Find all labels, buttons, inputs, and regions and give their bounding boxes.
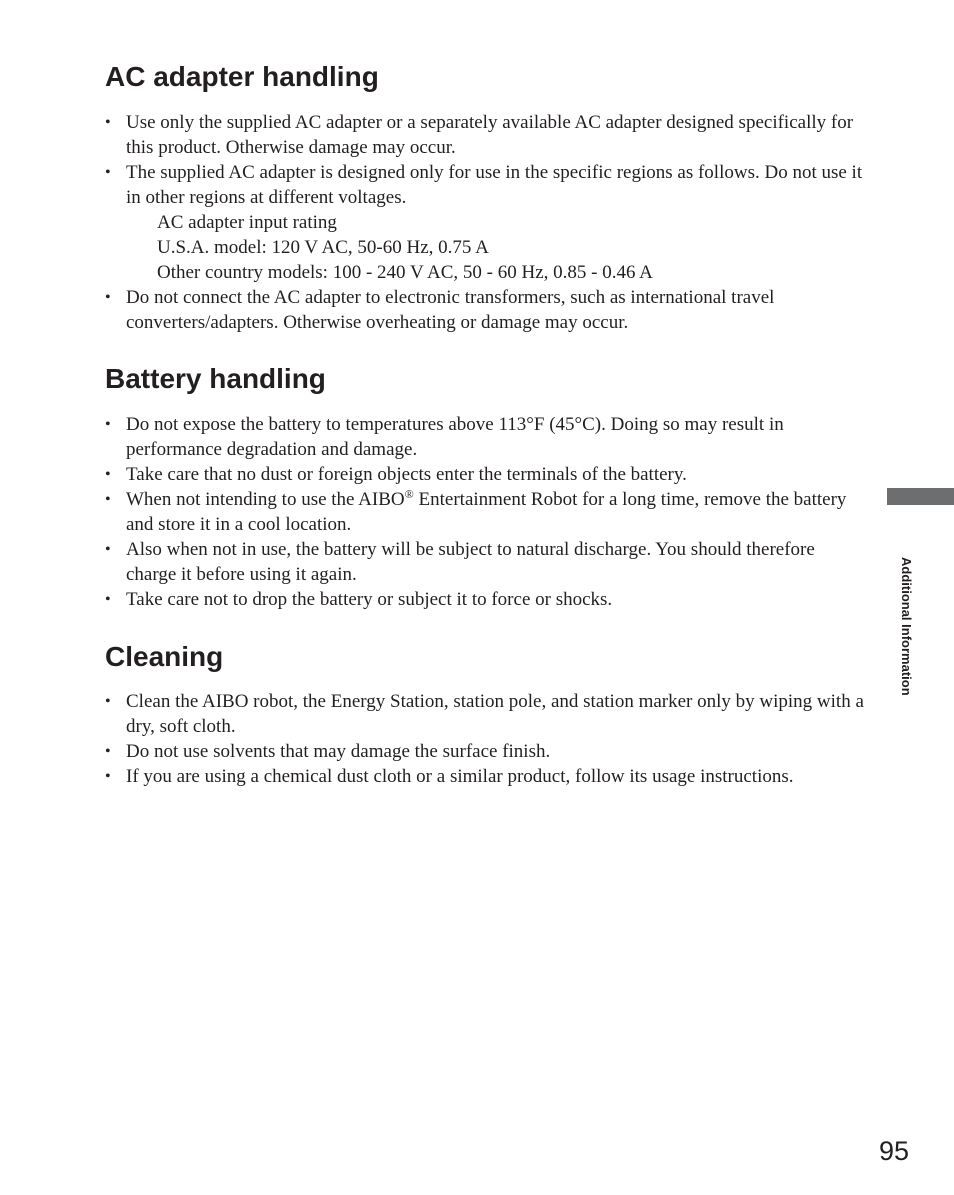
list-item: [105, 764, 865, 789]
side-tab-bar: [887, 488, 954, 505]
list-item-text: Do not use solvents that may damage the surface finish.: [126, 741, 551, 762]
bullet-icon: •: [105, 743, 111, 760]
spec-usa-model: U.S.A. model: 120 V AC, 50-60 Hz, 0.75 A: [157, 237, 489, 258]
bullet-icon: •: [105, 693, 111, 710]
list-item-text: Do not expose the battery to temperatures above 113°F (45°C). Doing so may result in performance degradation and damage.: [126, 414, 784, 460]
list-item: [105, 689, 865, 739]
side-tab-label: Additional Information: [899, 557, 914, 696]
registered-mark: ®: [404, 487, 414, 501]
bullet-icon: •: [105, 289, 111, 306]
section-heading-ac-adapter: AC adapter handling: [105, 61, 379, 92]
spec-title: AC adapter input rating: [157, 212, 337, 233]
section-heading-cleaning: Cleaning: [105, 641, 224, 672]
bullet-icon: •: [105, 114, 111, 131]
list-item-text-before: When not intending to use the AIBO: [126, 489, 405, 510]
bullet-icon: •: [105, 591, 111, 608]
adapter-rating-spec: [126, 210, 865, 285]
list-item: [105, 462, 865, 487]
cleaning-list: [105, 689, 865, 789]
battery-list: [105, 412, 865, 612]
list-item-text: If you are using a chemical dust cloth or a similar product, follow its usage instructions.: [126, 766, 794, 787]
list-item: [105, 487, 865, 537]
list-item-text: Take care not to drop the battery or subject it to force or shocks.: [126, 589, 613, 610]
list-item: [105, 160, 865, 285]
bullet-icon: •: [105, 768, 111, 785]
spec-other-models: Other country models: 100 - 240 V AC, 50 - 60 Hz, 0.85 - 0.46 A: [157, 262, 653, 283]
bullet-icon: •: [105, 466, 111, 483]
list-item: [105, 537, 865, 587]
list-item-text-after: Entertainment Robot for a long time, remove the battery and store it in a cool location.: [126, 489, 847, 535]
list-item-text: Take care that no dust or foreign objects enter the terminals of the battery.: [126, 464, 687, 485]
bullet-icon: •: [105, 541, 111, 558]
list-item: [105, 587, 865, 612]
bullet-icon: •: [105, 491, 111, 508]
list-item: [105, 285, 865, 335]
list-item-text: Use only the supplied AC adapter or a separately available AC adapter designed specifically for this product. Otherwise damage may occur.: [126, 112, 854, 158]
list-item-text: Clean the AIBO robot, the Energy Station, station pole, and station marker only by wiping with a dry, soft cloth.: [126, 691, 864, 737]
bullet-icon: •: [105, 164, 111, 181]
list-item-text: The supplied AC adapter is designed only for use in the specific regions as follows. Do not use it in other regions at different voltages.: [126, 162, 863, 208]
page-number: 95: [879, 1136, 910, 1166]
list-item: [105, 739, 865, 764]
list-item: [105, 110, 865, 160]
bullet-icon: •: [105, 416, 111, 433]
list-item: [105, 412, 865, 462]
ac-adapter-list: [105, 110, 865, 335]
section-heading-battery: Battery handling: [105, 363, 326, 394]
list-item-text: Do not connect the AC adapter to electronic transformers, such as international travel converters/adapters. Otherwise overheating or damage may occur.: [126, 287, 775, 333]
list-item-text: Also when not in use, the battery will be subject to natural discharge. You should therefore charge it before using it again.: [126, 539, 815, 585]
